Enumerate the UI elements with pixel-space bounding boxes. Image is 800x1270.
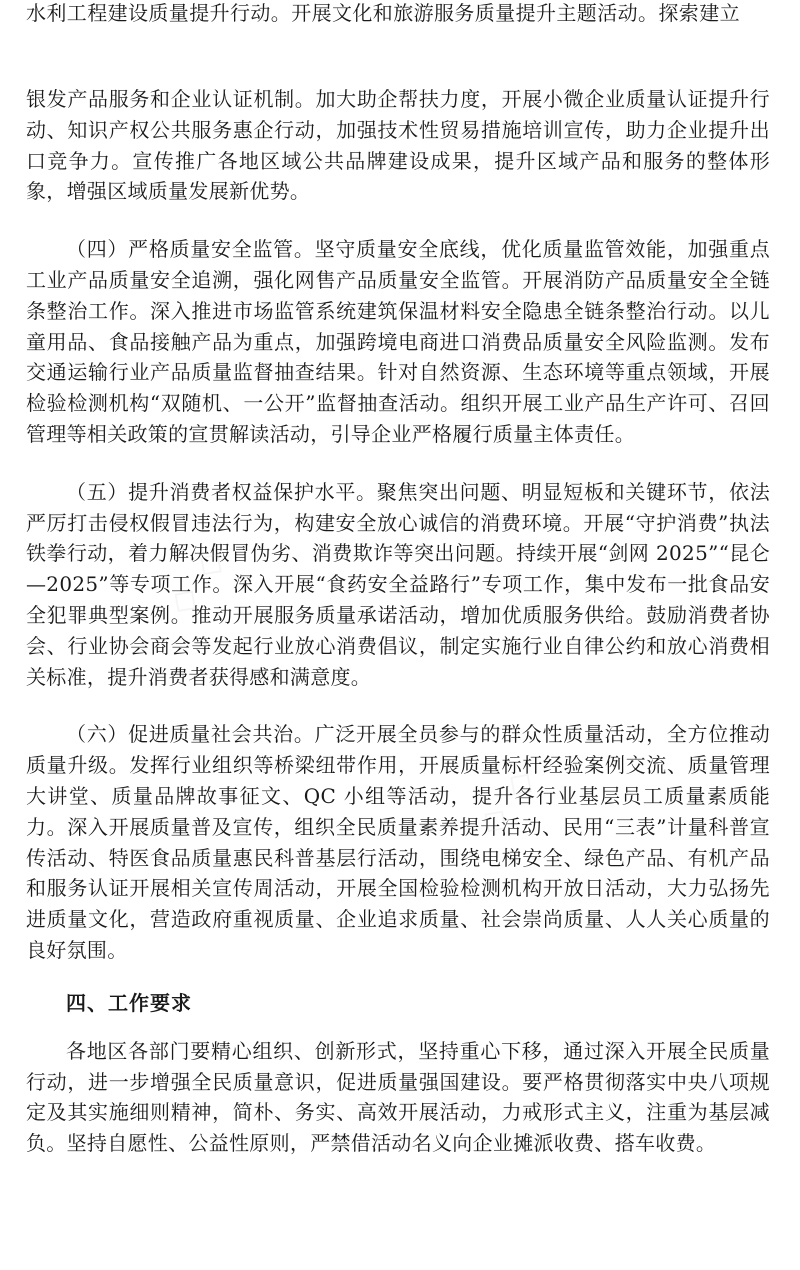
paragraph-consumer-protection: （五）提升消费者权益保护水平。聚焦突出问题、明显短板和关键环节，依法严厉打击侵权假冒违法行为，构建安全放心诚信的消费环境。开展“守护消费”执法铁拳行动，着力解决假冒伪劣、消费欺诈等突出问题。持续开展“剑网 2025”“昆仑—2025”等专项工作。深入开展“食药安全益路行”专项工作，集中发布一批食品安全犯罪典型案例。推动开展服务质量承诺活动，增加优质服务供给。鼓励消费者协会、行业协会商会等发起行业放心消费倡议，制定实施行业自律公约和放心消费相关标准，提升消费者获得感和满意度。 [26,479,770,689]
paragraph-work-requirements: 各地区各部门要精心组织、创新形式，坚持重心下移，通过深入开展全民质量行动，进一步增强全民质量意识，促进质量强国建设。要严格贯彻落实中央八项规定及其实施细则精神，简朴、务实、高效开展活动，力戒形式主义，注重为基层减负。坚持自愿性、公益性原则，严禁借活动名义向企业摊派收费、搭车收费。 [26,1038,770,1156]
watermark: ◇ ◇ [469,757,546,843]
paragraph-social-co-governance: （六）促进质量社会共治。广泛开展全员参与的群众性质量活动，全方位推动质量升级。发挥行业组织等桥梁纽带作用，开展质量标杆经验案例交流、质量管理大讲堂、质量品牌故事征文、QC 小组等活动，提升各行业基层员工质量素质能力。深入开展质量普及宣传，组织全民质量素养提升活动、民用“三表”计量科普宣传活动、特医食品质量惠民科普基层行活动，围绕电梯安全、绿色产品、有机产品和服务认证开展相关宣传周活动，开展全国检验检测机构开放日活动，大力弘扬先进质量文化，营造政府重视质量、企业追求质量、社会崇尚质量、人人关心质量的良好氛围。 [26,722,770,962]
partial-top-line: 水利工程建设质量提升行动。开展文化和旅游服务质量提升主题活动。探索建立 [26,1,740,25]
document-body [26,84,770,1159]
watermark: ◇ ◇ [159,537,236,623]
paragraph-quality-safety-supervision: （四）严格质量安全监管。坚守质量安全底线，优化质量监管效能，加强重点工业产品质量安全追溯，强化网售产品质量安全监管。开展消防产品质量安全全链条整治工作。深入推进市场监管系统建筑保温材料安全隐患全链条整治行动。以儿童用品、食品接触产品为重点，加强跨境电商进口消费品质量安全风险监测。发布交通运输行业产品质量监督抽查结果。针对自然资源、生态环境等重点领域，开展检验检测机构“双随机、一公开”监督抽查活动。组织开展工业产品生产许可、召回管理等相关政策的宣贯解读活动，引导企业严格履行质量主体责任。 [26,237,770,446]
paragraph-continuation: 银发产品服务和企业认证机制。加大助企帮扶力度，开展小微企业质量认证提升行动、知识产权公共服务惠企行动，加强技术性贸易措施培训宣传，助力企业提升出口竞争力。宣传推广各地区域公共品牌建设成果，提升区域产品和服务的整体形象，增强区域质量发展新优势。 [26,87,770,204]
section-heading-work-requirements: 四、工作要求 [66,990,192,1015]
